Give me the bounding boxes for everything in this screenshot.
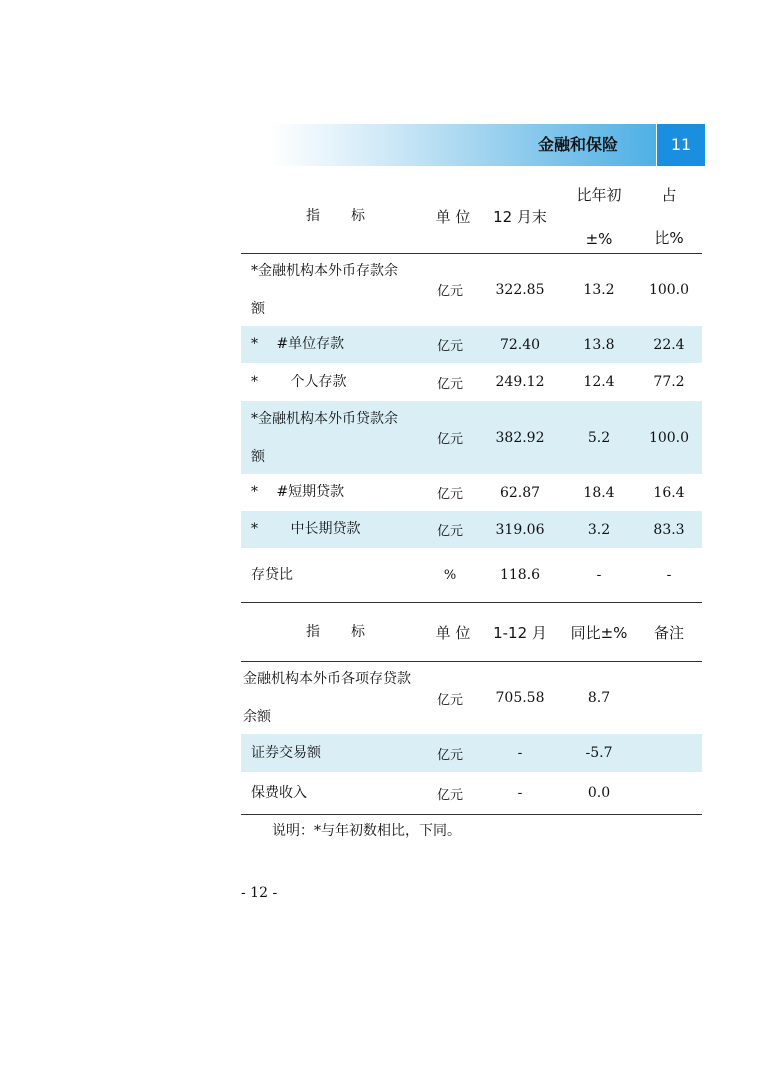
table-row [241,253,702,326]
row-value-1: 322.85 [495,281,545,298]
header-col2-line2: ±% [585,230,613,248]
header-col2 [563,180,635,252]
row-label [251,401,431,474]
table-header-row [241,180,702,252]
row-label [251,253,431,326]
row-label-line1: *金融机构本外币贷款余 [251,410,398,427]
row-unit: 亿元 [436,787,463,803]
row-value-3 [637,662,701,734]
header-col3: 备注 [653,623,684,642]
header-col1: 1-12 月 [493,623,547,642]
row-label-line2: 额 [251,300,265,317]
table-row [241,474,702,511]
row-value-2: - [596,567,602,583]
row-value-3: - [666,567,672,583]
table-row [241,363,702,401]
row-label-line1: 金融机构本外币各项存贷款 [243,671,411,687]
row-label: * 个人存款 [251,373,347,390]
row-value-2: -5.7 [585,745,613,761]
row-value-2: 12.4 [583,374,615,390]
row-value-1: 249.12 [495,374,545,390]
table-row [241,511,702,548]
header-unit: 单 位 [435,207,471,226]
row-label: 存贷比 [251,566,293,583]
row-value-3: 77.2 [653,374,685,390]
header-col2-line1: 比年初 [576,186,622,204]
row-label-line1: *金融机构本外币存款余 [251,262,398,279]
row-unit: 亿元 [436,284,463,299]
page-number: - 12 - [241,885,278,901]
row-value-2: 0.0 [587,785,611,801]
row-label-line2: 余额 [243,709,271,725]
table-row [241,401,702,474]
header-indicator: 指 标 [306,623,366,640]
row-label [243,662,433,734]
header-col3-line1: 占 [661,186,677,204]
row-value-3 [637,772,701,814]
header-col3-line2: 比% [654,229,684,247]
row-value-3: 100.0 [648,281,690,298]
row-value-3 [637,734,701,772]
table-footnote: 说明：*与年初数相比，下同。 [272,823,461,839]
row-unit: 亿元 [436,692,463,708]
row-unit: % [443,567,457,583]
row-value-3: 22.4 [653,336,685,353]
table-row [241,772,702,814]
table-row [241,734,702,772]
row-value-1: - [517,745,523,761]
header-col2: 同比±% [570,623,628,642]
row-value-2: 13.8 [583,336,615,353]
row-value-1: 62.87 [499,484,541,501]
header-indicator: 指 标 [306,207,366,224]
row-value-3: 83.3 [653,521,685,538]
row-unit: 亿元 [436,339,463,354]
row-label: 证券交易额 [251,744,321,761]
section-title: 金融和保险 [538,135,619,154]
row-value-3: 16.4 [653,484,685,501]
header-col1: 12 月末 [493,207,547,226]
row-value-2: 13.2 [583,281,615,298]
table1-header-rule [241,253,702,254]
row-value-3: 100.0 [648,429,690,446]
row-value-1: 118.6 [499,567,541,583]
row-value-1: 382.92 [495,429,545,446]
row-unit: 亿元 [436,432,463,447]
table-header-row [241,603,702,661]
row-unit: 亿元 [436,376,463,392]
row-value-2: 8.7 [587,690,611,706]
row-unit: 亿元 [436,487,463,502]
row-value-2: 5.2 [587,429,611,446]
row-value-1: 72.40 [499,336,541,353]
row-unit: 亿元 [436,747,463,763]
header-unit: 单 位 [435,623,471,642]
row-value-1: - [517,785,523,801]
row-unit: 亿元 [436,524,463,539]
row-label: * #短期贷款 [251,484,345,500]
header-col3 [637,180,701,252]
row-label: * 中长期贷款 [251,521,361,537]
table2-bottom-rule [241,814,702,815]
row-label: 保费收入 [251,784,307,801]
table-row [241,326,702,363]
chapter-badge: 11 [657,124,705,166]
row-value-1: 705.58 [495,690,545,706]
table-row [241,662,702,734]
row-label: * #单位存款 [251,336,345,352]
table-row [241,548,702,602]
row-label-line2: 额 [251,448,265,465]
table2-header-rule [241,661,702,662]
row-value-2: 18.4 [583,484,615,501]
row-value-1: 319.06 [495,521,545,538]
row-value-2: 3.2 [587,521,611,538]
